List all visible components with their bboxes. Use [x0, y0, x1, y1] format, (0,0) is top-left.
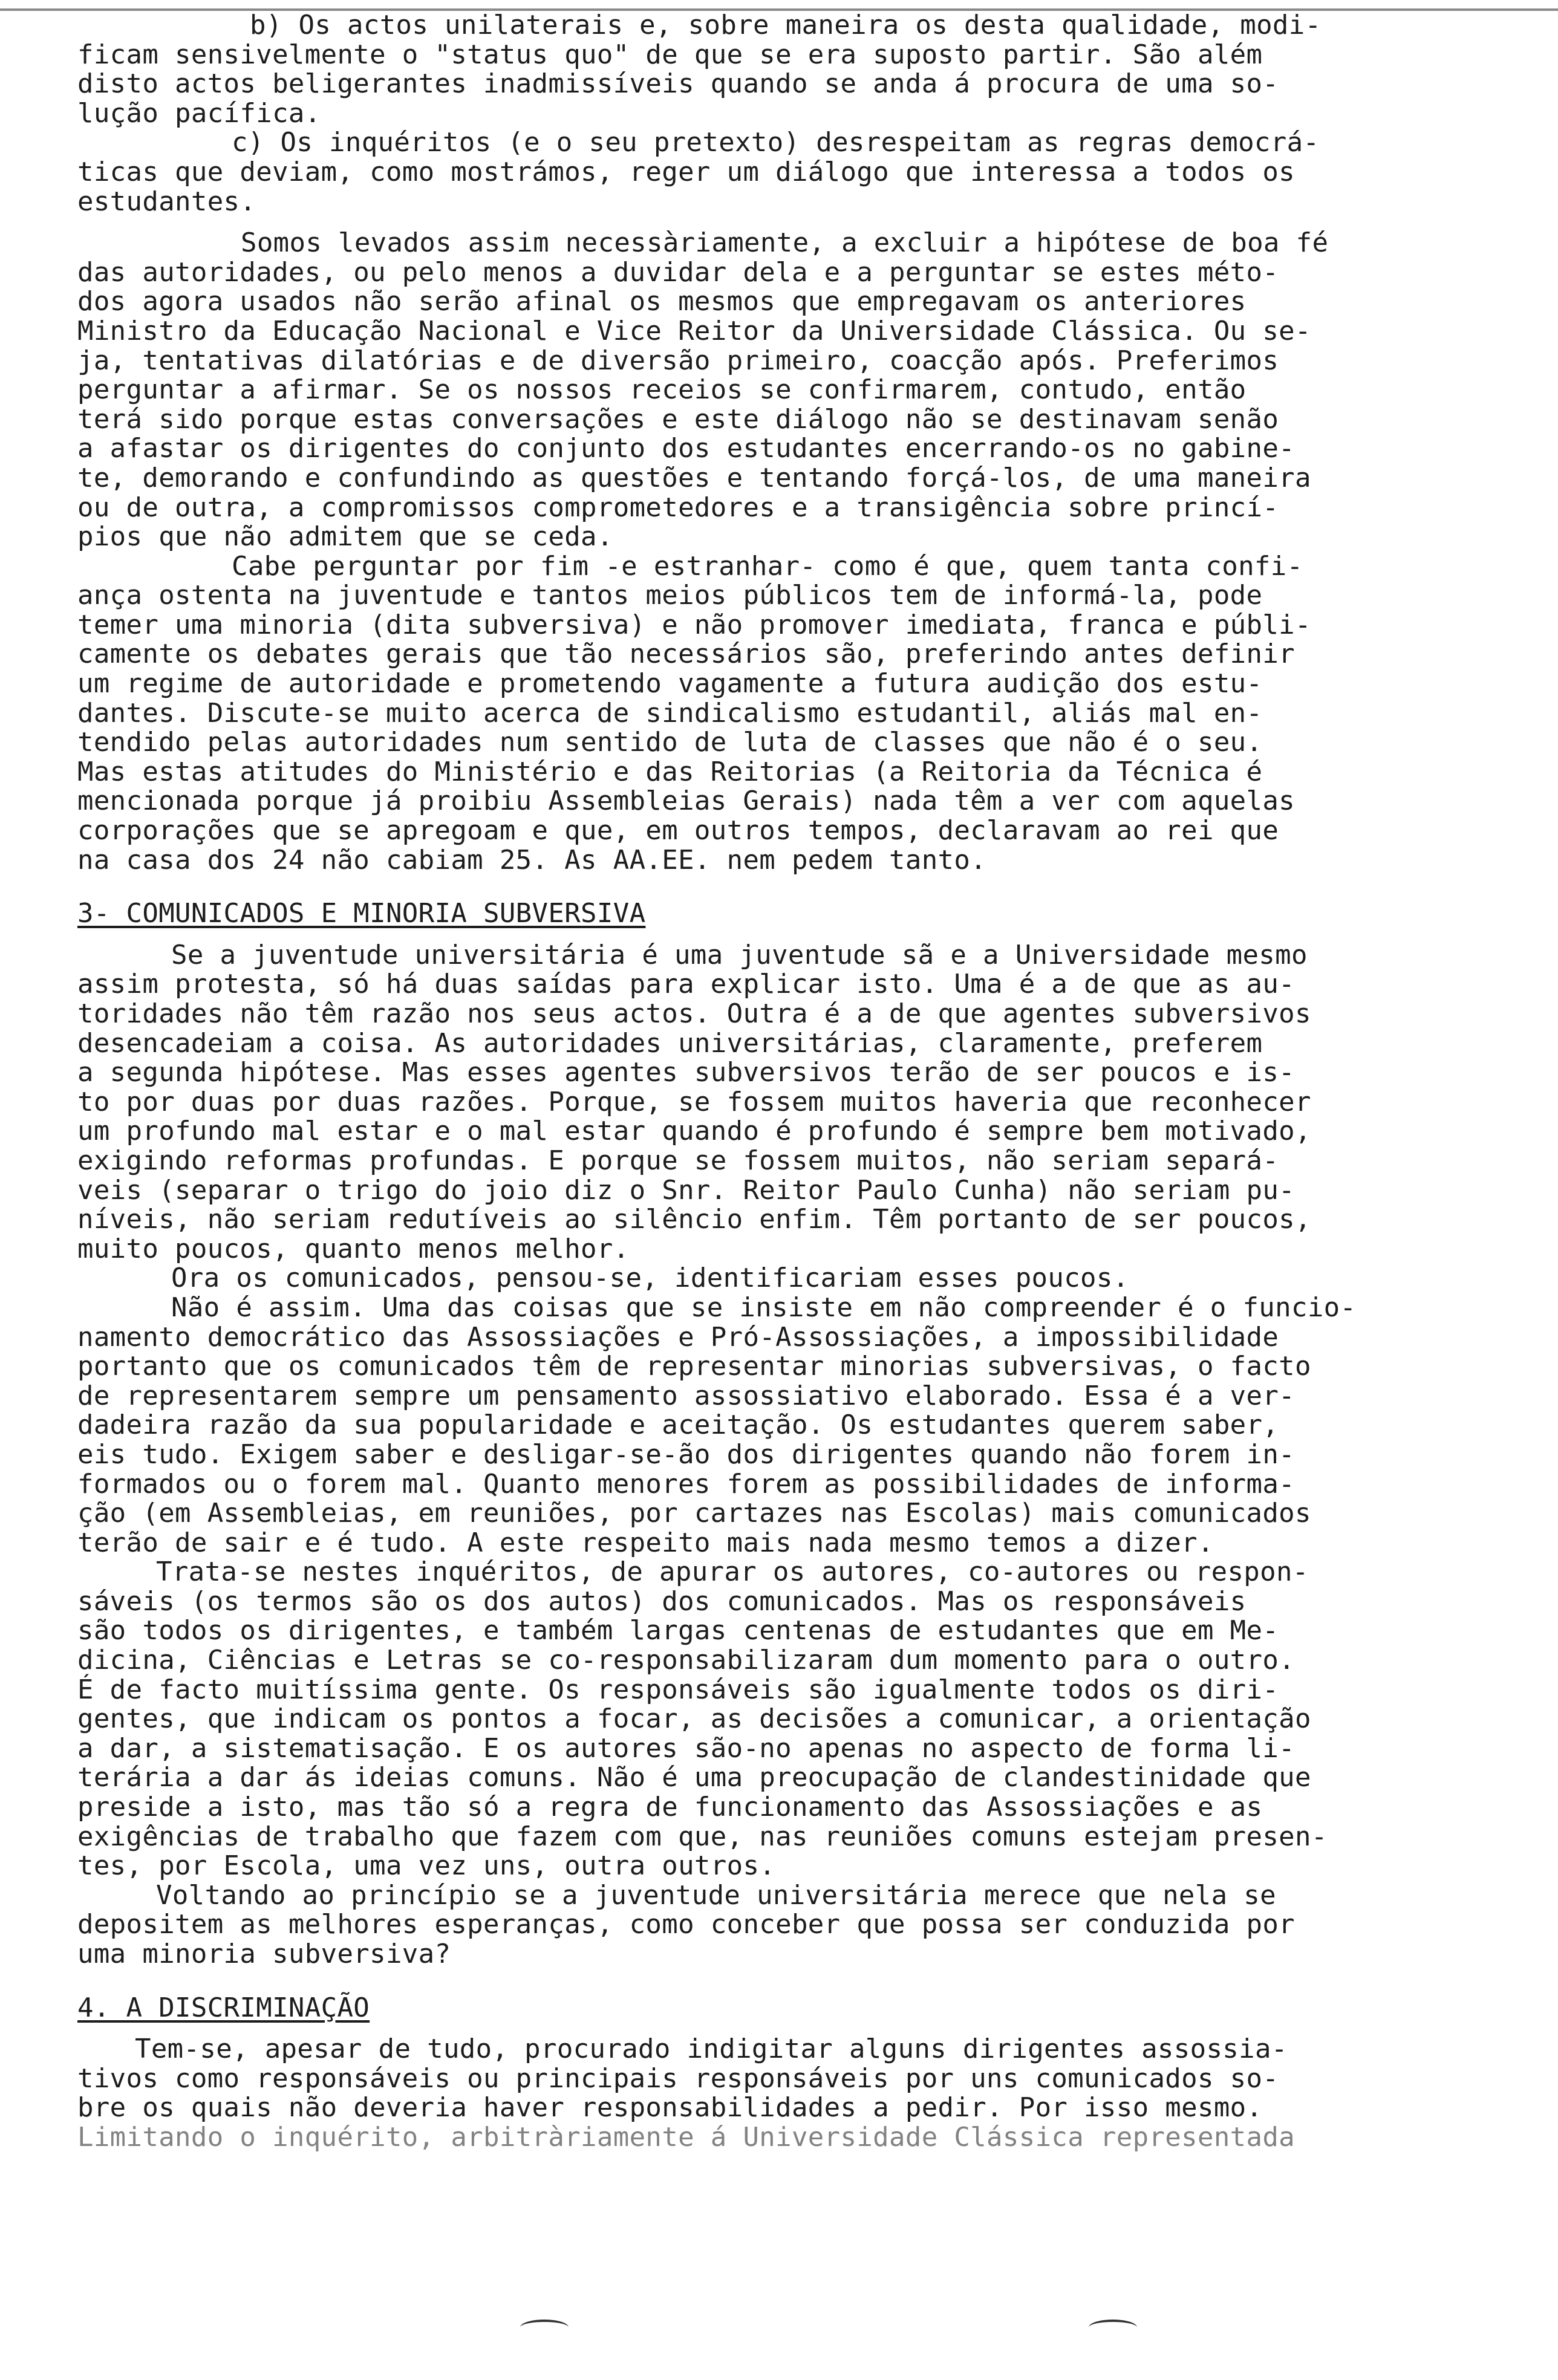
text-line: uma minoria subversiva? [77, 1939, 451, 1969]
text-line: É de facto muitíssima gente. Os responsáveis são igualmente todos os diri- [77, 1674, 1279, 1705]
text-line: b) Os actos unilaterais e, sobre maneira os desta qualidade, modi- [250, 10, 1322, 41]
text-line: a afastar os dirigentes do conjunto dos estudantes encerrando-os no gabine- [77, 433, 1296, 464]
text-line: de representarem sempre um pensamento assossiativo elaborado. Essa é a ver- [77, 1380, 1296, 1411]
text-line: tes, por Escola, uma vez uns, outra outros. [77, 1850, 776, 1882]
section-heading: 4. A DISCRIMINAÇÃO [77, 1992, 370, 2023]
text-line: a segunda hipótese. Mas esses agentes subversivos terão de ser poucos e is- [77, 1057, 1296, 1088]
text-line: níveis, não seriam redutíveis ao silêncio enfim. Têm portanto de ser poucos, [77, 1204, 1311, 1235]
text-line: assim protesta, só há duas saídas para explicar isto. Uma é a de que as au- [77, 969, 1296, 1000]
text-line: pios que não admitem que se ceda. [77, 521, 613, 553]
text-line: namento democrático das Assossiações e Pró-Assossiações, a impossibilidade [77, 1321, 1279, 1353]
text-line: tendido pelas autoridades num sentido de luta de classes que não é o seu. [77, 727, 1263, 758]
section-gap [77, 1969, 1522, 1994]
text-line: formados ou o forem mal. Quanto menores forem as possibilidades de informa- [77, 1468, 1296, 1500]
text-line: te, demorando e confundindo as questões e tentando forçá-los, de uma maneira [77, 462, 1311, 493]
text-line: gentes, que indicam os pontos a focar, as decisões a comunicar, a orientação [77, 1703, 1311, 1735]
text-line: ticas que deviam, como mostrámos, reger um diálogo que interessa a todos os [77, 156, 1296, 187]
text-line: exigindo reformas profundas. E porque se fossem muitos, não seriam separá- [77, 1145, 1279, 1176]
section-gap [77, 875, 1522, 899]
punch-mark-right [1089, 2320, 1137, 2335]
text-line: c) Os inquéritos (e o seu pretexto) desrespeitam as regras democrá- [232, 127, 1320, 158]
text-line: bre os quais não deveria haver responsabilidades a pedir. Por isso mesmo. [77, 2092, 1263, 2124]
text-line: Se a juventude universitária é uma juventude sã e a Universidade mesmo [171, 939, 1308, 971]
text-line: dos agora usados não serão afinal os mesmos que empregavam os anteriores [77, 286, 1247, 317]
text-line: a dar, a sistematisação. E os autores são-no apenas no aspecto de forma li- [77, 1732, 1296, 1764]
text-line: muito poucos, quanto menos melhor. [77, 1233, 630, 1264]
paragraph-gap [77, 216, 1522, 229]
text-line: eis tudo. Exigem saber e desligar-se-ão dos dirigentes quando não forem in- [77, 1439, 1296, 1470]
text-line: camente os debates gerais que tão necessários são, preferindo antes definir [77, 639, 1296, 670]
text-line: Cabe perguntar por fim -e estranhar- como é que, quem tanta confi- [232, 550, 1303, 582]
text-line: ou de outra, a compromissos comprometedores e a transigência sobre princí- [77, 492, 1279, 523]
section-heading: 3- COMUNICADOS E MINORIA SUBVERSIVA [77, 898, 646, 929]
text-line: Trata-se nestes inquéritos, de apurar os autores, co-autores ou respon- [156, 1556, 1309, 1588]
text-line: um profundo mal estar e o mal estar quando é profundo é sempre bem motivado, [77, 1116, 1311, 1147]
text-line: Ora os comunicados, pensou-se, identificariam esses poucos. [171, 1263, 1129, 1294]
text-line: Não é assim. Uma das coisas que se insiste em não compreender é o funcio- [171, 1292, 1357, 1323]
text-line: lução pacífica. [77, 97, 321, 129]
text-line: disto actos beligerantes inadmissíveis quando se anda á procura de uma so- [77, 68, 1279, 100]
text-line: Ministro da Educação Nacional e Vice Reitor da Universidade Clássica. Ou se- [77, 315, 1311, 346]
text-line: são todos os dirigentes, e também largas centenas de estudantes que em Me- [77, 1615, 1279, 1647]
text-line: dicina, Ciências e Letras se co-responsabilizaram dum momento para o outro. [77, 1645, 1296, 1676]
punch-mark-left [520, 2320, 569, 2335]
text-line: um regime de autoridade e prometendo vagamente a futura audição dos estu- [77, 668, 1263, 700]
text-line: temer uma minoria (dita subversiva) e não promover imediata, franca e públi- [77, 609, 1311, 640]
text-line: corporações que se apregoam e que, em outros tempos, declaravam ao rei que [77, 815, 1279, 847]
text-line: exigências de trabalho que fazem com que, nas reuniões comuns estejam presen- [77, 1821, 1328, 1852]
text-line: desencadeiam a coisa. As autoridades universitárias, claramente, preferem [77, 1027, 1263, 1059]
text-line: Somos levados assim necessàriamente, a excluir a hipótese de boa fé [241, 227, 1329, 259]
text-line: mencionada porque já proibiu Assembleias Gerais) nada têm a ver com aquelas [77, 785, 1296, 817]
text-line: Voltando ao princípio se a juventude universitária merece que nela se [156, 1879, 1276, 1911]
text-line: Mas estas atitudes do Ministério e das Reitorias (a Reitoria da Técnica é [77, 756, 1263, 787]
text-line: preside a isto, mas tão só a regra de funcionamento das Assossiações e as [77, 1792, 1263, 1823]
text-line: portanto que os comunicados têm de representar minorias subversivas, o facto [77, 1351, 1311, 1382]
text-line: ção (em Assembleias, em reuniões, por cartazes nas Escolas) mais comunicados [77, 1498, 1311, 1529]
text-line: terária a dar ás ideias comuns. Não é uma preocupação de clandestinidade que [77, 1762, 1311, 1793]
text-line: Tem-se, apesar de tudo, procurado indigitar alguns dirigentes assossia- [135, 2034, 1288, 2065]
text-line: das autoridades, ou pelo menos a duvidar dela e a perguntar se estes méto- [77, 256, 1279, 288]
text-line: Limitando o inquérito, arbitràriamente á Universidade Clássica representada [77, 2121, 1296, 2153]
section-gap [77, 929, 1522, 941]
text-line: sáveis (os termos são os dos autos) dos comunicados. Mas os responsáveis [77, 1585, 1247, 1617]
text-line: ficam sensivelmente o "status quo" de que se era suposto partir. São além [77, 39, 1263, 70]
text-line: ja, tentativas dilatórias e de diversão primeiro, coacção após. Preferimos [77, 345, 1279, 376]
text-line: veis (separar o trigo do joio diz o Snr. Reitor Paulo Cunha) não seriam pu- [77, 1174, 1296, 1206]
text-line: dadeira razão da sua popularidade e aceitação. Os estudantes querem saber, [77, 1409, 1279, 1441]
text-line: tivos como responsáveis ou principais responsáveis por uns comunicados so- [77, 2063, 1279, 2094]
text-line: estudantes. [77, 186, 256, 217]
text-line: terão de sair e é tudo. A este respeito mais nada mesmo temos a dizer. [77, 1527, 1214, 1558]
text-line: depositem as melhores esperanças, como conceber que possa ser conduzida por [77, 1909, 1296, 1940]
text-line: ança ostenta na juventude e tantos meios públicos tem de informá-la, pode [77, 580, 1263, 611]
text-line: to por duas por duas razões. Porque, se fossem muitos haveria que reconhecer [77, 1086, 1311, 1117]
text-line: na casa dos 24 não cabiam 25. As AA.EE. nem pedem tanto. [77, 844, 987, 876]
text-line: dantes. Discute-se muito acerca de sindicalismo estudantil, aliás mal en- [77, 697, 1263, 729]
section-gap [77, 2023, 1522, 2035]
text-line: terá sido porque estas conversações e este diálogo não se destinavam senão [77, 403, 1279, 435]
text-line: toridades não têm razão nos seus actos. Outra é a de que agentes subversivos [77, 998, 1311, 1029]
text-line: perguntar a afirmar. Se os nossos receios se confirmarem, contudo, então [77, 374, 1247, 406]
